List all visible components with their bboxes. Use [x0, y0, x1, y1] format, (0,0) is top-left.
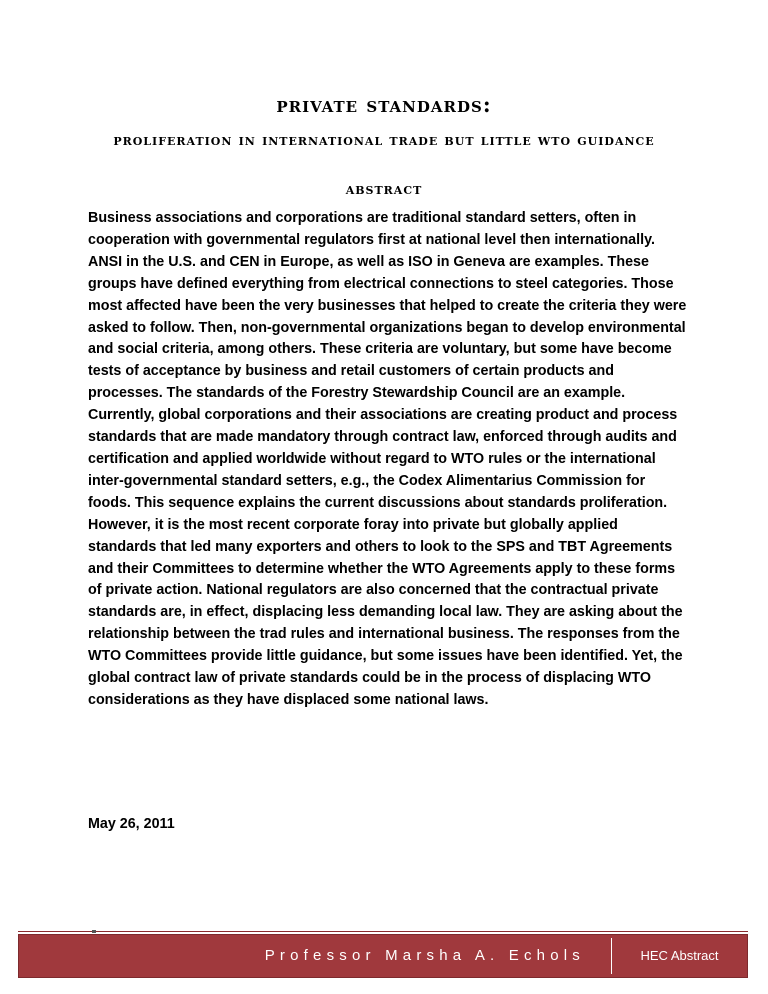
document-date: May 26, 2011	[88, 816, 175, 832]
footer-marker	[92, 930, 96, 933]
page-footer	[18, 934, 748, 978]
document-title: private standards:	[276, 92, 492, 117]
abstract-body: Business associations and corporations are traditional standard setters, often in cooperation with governmental regulators first at national level then internationally. ANSI in the U.S. and CEN in Europe, as well as ISO in Geneva are examples. These groups have defined everything from electrical connections to steel categories. Those most affected have been the very businesses that helped to create the criteria they were asked to follow. Then, non-governmental organizations began to develop environmental and social criteria, among others. These criteria are voluntary, but some have become tests of acceptance by business and retail customers of certain products and processes. The standards of the Forestry Stewardship Council are an example. Currently, global corporations and their associations are creating product and process standards that are made mandatory through contract law, enforced through audits and certification and applied worldwide without regard to WTO rules or the international inter-governmental standard setters, e.g., the Codex Alimentarius Commission for foods. This sequence explains the current discussions about standards proliferation. However, it is the most recent corporate foray into private but globally applied standards that led many exporters and others to look to the SPS and TBT Agreements and their Committees to determine whether the WTO Agreements apply to these forms of private action. National regulators are also concerned that the contractual private standards are, in effect, displacing less demanding local law. They are asking about the relationship between the trad rules and international business. The responses from the WTO Committees provide little guidance, but some issues have been identified. Yet, the global contract law of private standards could be in the process of displacing WTO considerations as they have displaced some national laws.	[88, 210, 687, 708]
footer-rule	[18, 931, 748, 932]
section-heading-abstract: abstract	[345, 180, 423, 198]
document-subtitle: proliferation in international trade but little wto guidance	[113, 131, 655, 149]
footer-label: HEC Abstract	[640, 948, 719, 963]
footer-author: Professor Marsha A. Echols	[264, 947, 585, 964]
